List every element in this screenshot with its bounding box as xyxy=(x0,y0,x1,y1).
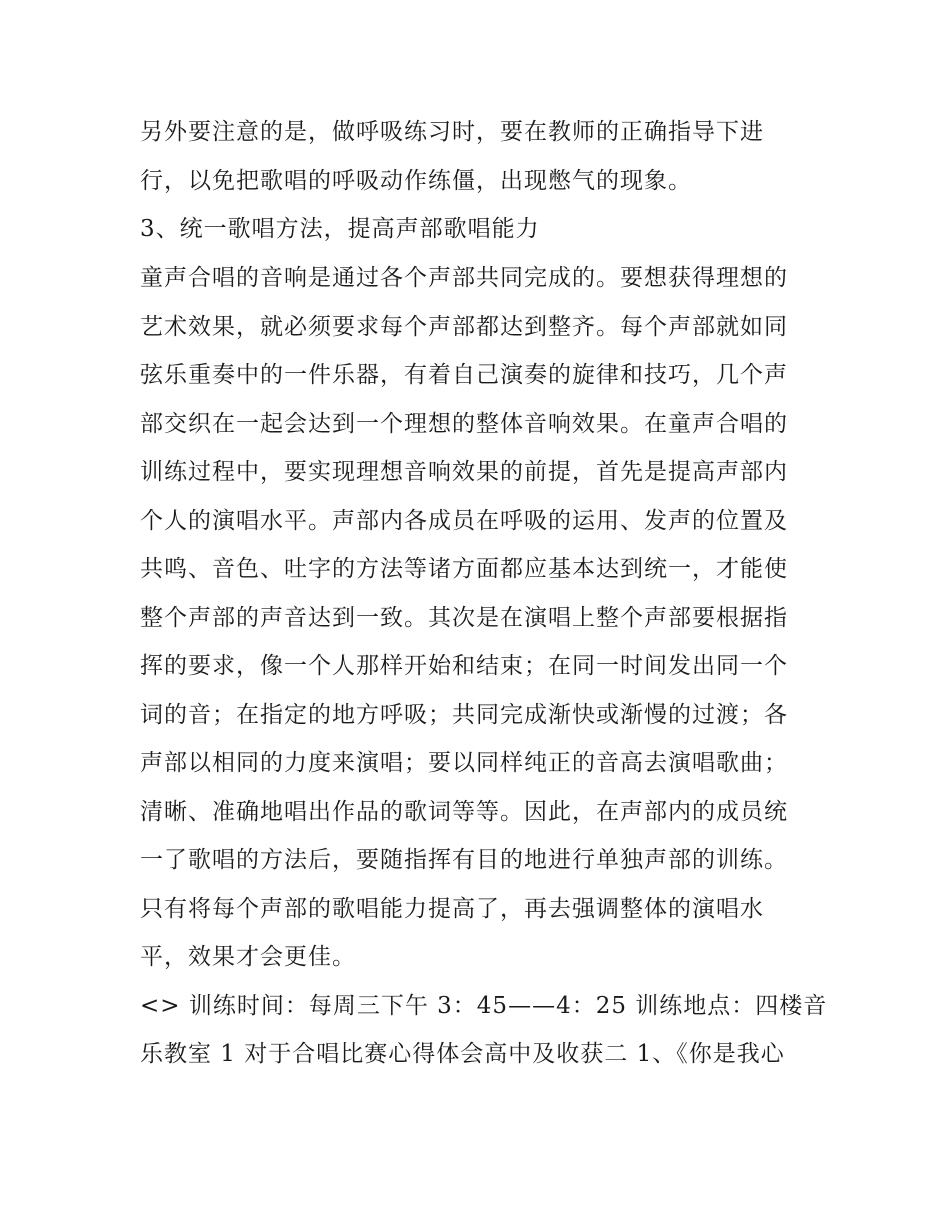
text-line: 清晰、准确地唱出作品的歌词等等。因此，在声部内的成员统 xyxy=(140,798,788,825)
text-line: 只有将每个声部的歌唱能力提高了，再去强调整体的演唱水 xyxy=(140,895,764,922)
text-line: 另外要注意的是，做呼吸练习时，要在教师的正确指导下进 xyxy=(140,119,764,145)
text-line: 词的音；在指定的地方呼吸；共同完成渐快或渐慢的过渡；各 xyxy=(140,701,788,728)
text-line: 挥的要求，像一个人那样开始和结束；在同一时间发出同一个 xyxy=(140,653,788,679)
document-body xyxy=(140,108,830,1079)
text-line: 个人的演唱水平。声部内各成员在呼吸的运用、发声的位置及 xyxy=(140,507,788,534)
text-line: 行，以免把歌唱的呼吸动作练僵，出现憋气的现象。 xyxy=(140,167,692,194)
text-line: 艺术效果，就必须要求每个声部都达到整齐。每个声部就如同 xyxy=(140,313,788,340)
text-line: 乐教室 1 对于合唱比赛心得体会高中及收获二 1、《你是我心 xyxy=(140,1041,785,1067)
text-line: 弦乐重奏中的一件乐器，有着自己演奏的旋律和技巧，几个声 xyxy=(140,362,788,388)
section-heading: 3、统一歌唱方法，提高声部歌唱能力 xyxy=(140,216,540,242)
text-line: <> 训练时间：每周三下午 3：45——4：25 训练地点：四楼音 xyxy=(140,992,828,1019)
text-line: 平，效果才会更佳。 xyxy=(140,944,356,970)
text-line: 声部以相同的力度来演唱；要以同样纯正的音高去演唱歌曲； xyxy=(140,750,788,776)
text-line: 训练过程中，要实现理想音响效果的前提，首先是提高声部内 xyxy=(140,459,788,485)
text-line: 一了歌唱的方法后，要随指挥有目的地进行单独声部的训练。 xyxy=(140,847,788,873)
text-line: 整个声部的声音达到一致。其次是在演唱上整个声部要根据指 xyxy=(140,604,788,631)
text-line: 部交织在一起会达到一个理想的整体音响效果。在童声合唱的 xyxy=(140,410,788,437)
text-line: 共鸣、音色、吐字的方法等诸方面都应基本达到统一，才能使 xyxy=(140,556,788,582)
text-line: 童声合唱的音响是通过各个声部共同完成的。要想获得理想的 xyxy=(140,265,788,291)
